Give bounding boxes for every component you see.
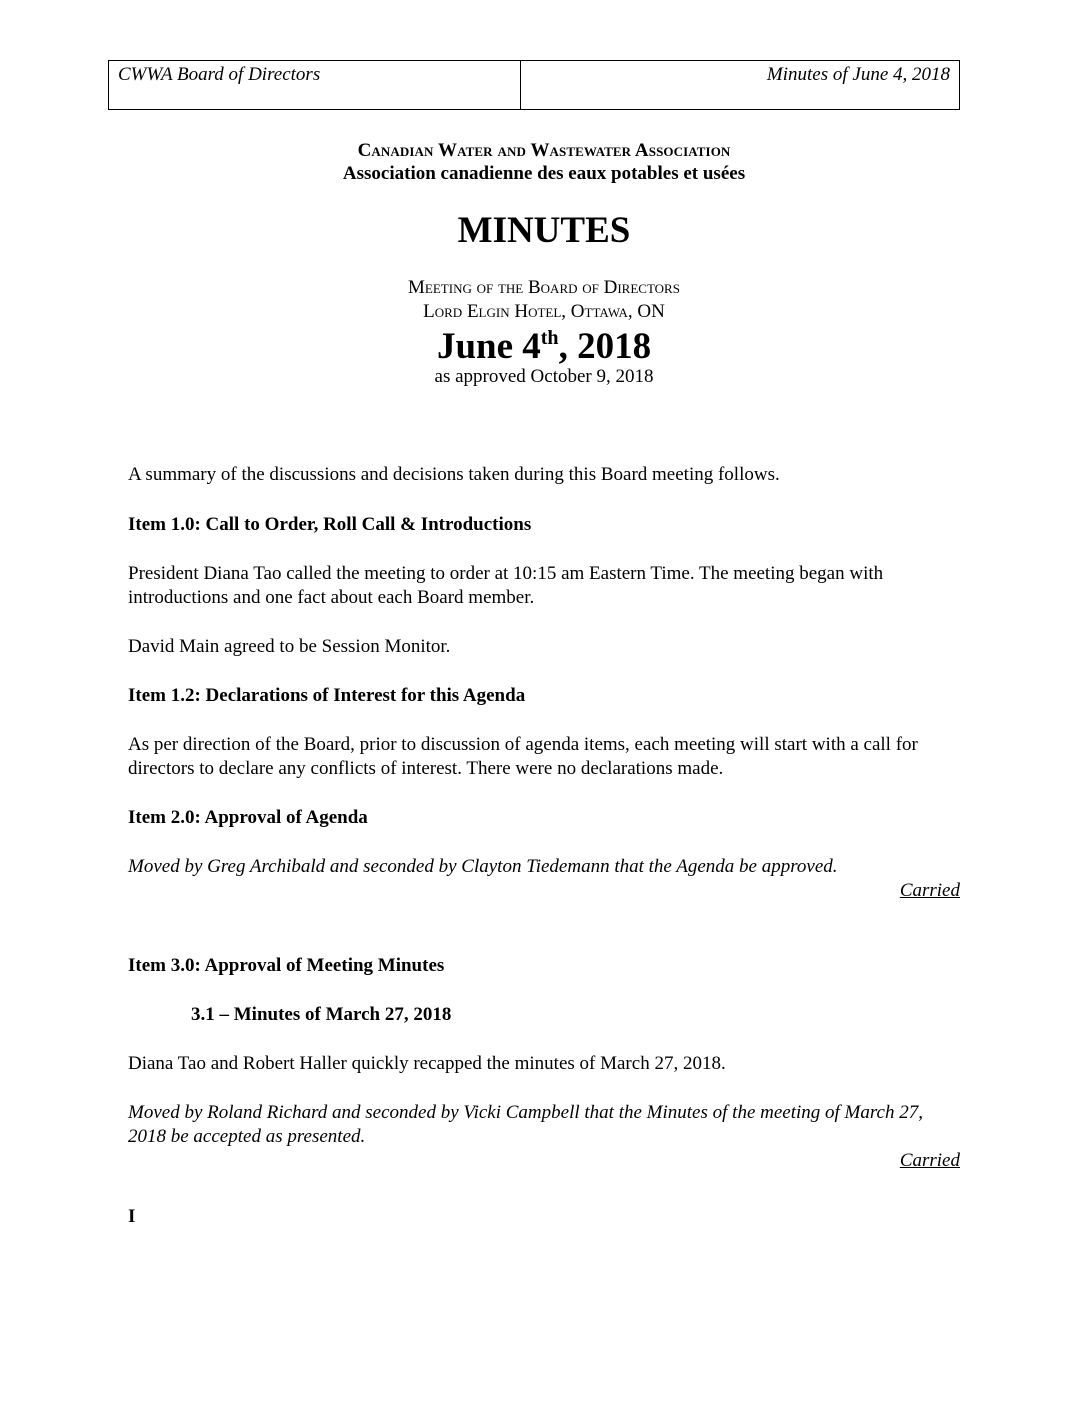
- organization-name-english: Canadian Water and Wastewater Association: [357, 140, 731, 161]
- meeting-date-main: June 4: [436, 326, 541, 367]
- organization-name-french: Association canadienne des eaux potables et usées: [342, 163, 746, 184]
- trailing-fragment: I: [128, 1206, 136, 1227]
- meeting-location: Lord Elgin Hotel, Ottawa, ON: [423, 301, 665, 322]
- meeting-date: [0, 325, 1088, 368]
- item-3-1-paragraph: Diana Tao and Robert Haller quickly recapped the minutes of March 27, 2018.: [128, 1053, 726, 1074]
- item-3-1-subheading: 3.1 – Minutes of March 27, 2018: [191, 1004, 452, 1025]
- item-1-2-paragraph: As per direction of the Board, prior to discussion of agenda items, each meeting will start with a call for directors to declare any conflicts of interest. There were no declarations made.: [128, 734, 918, 779]
- item-3-0-heading: Item 3.0: Approval of Meeting Minutes: [128, 955, 445, 976]
- item-3-1-result: Carried: [899, 1150, 960, 1171]
- item-3-1-motion: Moved by Roland Richard and seconded by Vicki Campbell that the Minutes of the meeting of March 27, 2018 be accepted as presented.: [128, 1102, 923, 1147]
- item-2-0-motion: Moved by Greg Archibald and seconded by Clayton Tiedemann that the Agenda be approved.: [128, 856, 838, 877]
- meeting-date-year: , 2018: [558, 326, 652, 367]
- item-1-0-heading: Item 1.0: Call to Order, Roll Call & Introductions: [128, 514, 532, 535]
- item-2-0-result: Carried: [899, 880, 960, 901]
- running-header: [108, 60, 960, 110]
- item-1-0-paragraph: President Diana Tao called the meeting to order at 10:15 am Eastern Time. The meeting began with introductions and one fact about each Board member.: [128, 563, 884, 608]
- item-2-0-heading: Item 2.0: Approval of Agenda: [128, 807, 368, 828]
- document-title: MINUTES: [457, 210, 631, 251]
- header-minutes-date: Minutes of June 4, 2018: [766, 64, 950, 85]
- item-1-2-heading: Item 1.2: Declarations of Interest for this Agenda: [128, 685, 526, 706]
- approval-note: as approved October 9, 2018: [434, 366, 654, 387]
- meeting-date-suffix: th: [540, 327, 559, 349]
- item-1-0-session-monitor: David Main agreed to be Session Monitor.: [128, 636, 451, 657]
- intro-paragraph: A summary of the discussions and decisions taken during this Board meeting follows.: [128, 464, 780, 485]
- header-organization-label: CWWA Board of Directors: [109, 61, 521, 109]
- meeting-type: Meeting of the Board of Directors: [408, 277, 680, 298]
